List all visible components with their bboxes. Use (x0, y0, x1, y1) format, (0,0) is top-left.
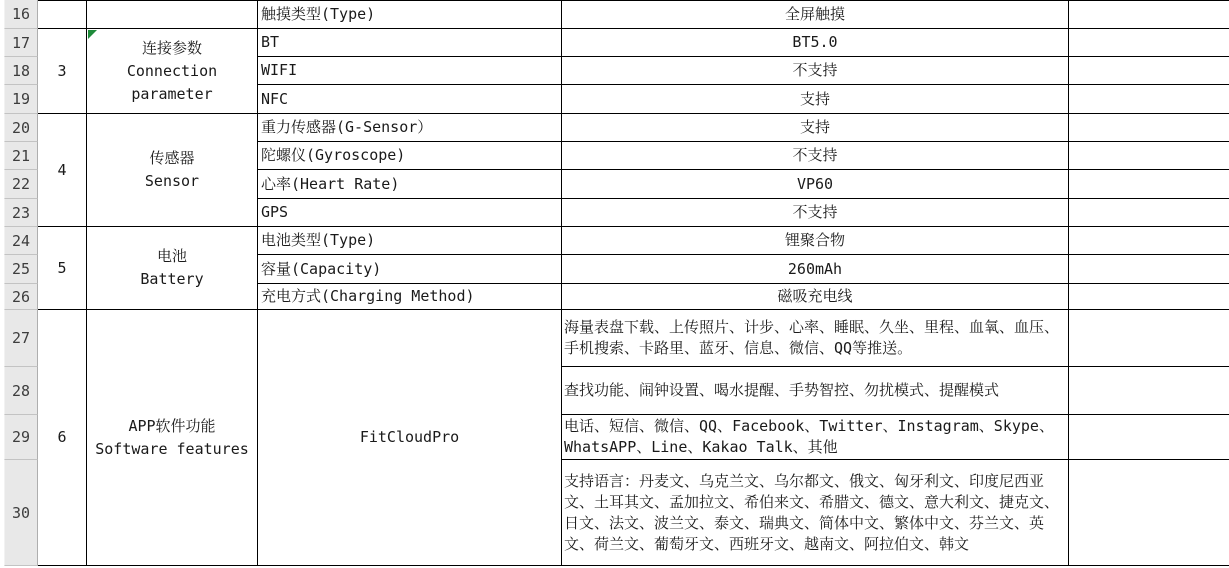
cell-value-charging-method[interactable]: 磁吸充电线 (562, 284, 1069, 310)
row-header-24[interactable]: 24 (4, 227, 38, 255)
category-zh-label: 连接参数 (141, 38, 202, 57)
cell-param-capacity[interactable]: 容量(Capacity) (258, 255, 562, 284)
cell-empty-row25[interactable] (1069, 255, 1229, 284)
category-en-label: Sensor (144, 172, 200, 190)
category-en-label: Battery (140, 270, 204, 288)
cell-value-wifi[interactable]: 不支持 (562, 57, 1069, 85)
cell-empty-row23[interactable] (1069, 199, 1229, 227)
cell-empty-row24[interactable] (1069, 227, 1229, 255)
row-header-28[interactable]: 28 (4, 367, 38, 415)
cell-param-nfc[interactable]: NFC (258, 85, 562, 114)
cell-empty-row29[interactable] (1069, 415, 1229, 460)
row-header-16[interactable]: 16 (4, 0, 38, 29)
row-header-17[interactable]: 17 (4, 29, 38, 57)
row-header-25[interactable]: 25 (4, 255, 38, 284)
row-header-21[interactable]: 21 (4, 142, 38, 170)
cell-param-charging-method[interactable]: 充电方式(Charging Method) (258, 284, 562, 310)
cell-value-capacity[interactable]: 260mAh (562, 255, 1069, 284)
cell-empty-row27[interactable] (1069, 310, 1229, 367)
cell-error-indicator-icon (88, 30, 97, 39)
cell-empty-row20[interactable] (1069, 114, 1229, 142)
cell-value-gps[interactable]: 不支持 (562, 199, 1069, 227)
row-header-22[interactable]: 22 (4, 170, 38, 199)
cell-empty-row21[interactable] (1069, 142, 1229, 170)
cell-value-bt[interactable]: BT5.0 (562, 29, 1069, 57)
cell-param-gps[interactable]: GPS (258, 199, 562, 227)
row-header-18[interactable]: 18 (4, 57, 38, 85)
cell-value-touch-type[interactable]: 全屏触摸 (562, 0, 1069, 29)
cell-param-heart-rate[interactable]: 心率(Heart Rate) (258, 170, 562, 199)
category-zh-label: 电池 (156, 247, 187, 265)
row-header-27[interactable]: 27 (4, 310, 38, 367)
cell-value-features-languages[interactable]: 支持语言：丹麦文、乌克兰文、乌尔都文、俄文、匈牙利文、印度尼西亚文、土耳其文、孟加拉文、希伯来文、希腊文、德文、意大利文、捷克文、日文、法文、波兰文、泰文、瑞典文、简体中文、繁体中文、芬兰文、英文、荷兰文、葡萄牙文、西班牙文、越南文、阿拉伯文、韩文 (562, 460, 1069, 566)
cell-param-gsensor[interactable]: 重力传感器(G-Sensor） (258, 114, 562, 142)
cell-value-battery-type[interactable]: 锂聚合物 (562, 227, 1069, 255)
row-header-26[interactable]: 26 (4, 284, 38, 310)
cell-value-features-push[interactable]: 海量表盘下载、上传照片、计步、心率、睡眠、久坐、里程、血氧、血压、手机搜索、卡路里、蓝牙、信息、微信、QQ等推送。 (562, 310, 1069, 367)
cell-number-row16[interactable] (38, 0, 87, 29)
cell-number-section5[interactable]: 5 (38, 227, 87, 310)
row-header-30[interactable]: 30 (4, 460, 38, 566)
cell-number-section4[interactable]: 4 (38, 114, 87, 227)
cell-category-software[interactable] (87, 310, 258, 566)
cell-empty-row26[interactable] (1069, 284, 1229, 310)
cell-empty-row19[interactable] (1069, 85, 1229, 114)
cell-category-sensor[interactable] (87, 114, 258, 227)
cell-empty-row16[interactable] (1069, 0, 1229, 29)
cell-number-section6[interactable]: 6 (38, 310, 87, 566)
cell-param-app-name[interactable]: FitCloudPro (258, 310, 562, 566)
cell-empty-row30[interactable] (1069, 460, 1229, 566)
cell-param-wifi[interactable]: WIFI (258, 57, 562, 85)
row-header-19[interactable]: 19 (4, 85, 38, 114)
category-zh-label: APP软件功能 (128, 416, 216, 435)
cell-param-battery-type[interactable]: 电池类型(Type) (258, 227, 562, 255)
cell-empty-row17[interactable] (1069, 29, 1229, 57)
cell-category-battery[interactable] (87, 227, 258, 310)
cell-value-features-notifications[interactable]: 电话、短信、微信、QQ、Facebook、Twitter、Instagram、Skype、WhatsAPP、Line、Kakao Talk、其他 (562, 415, 1069, 460)
cell-category-connection[interactable] (87, 29, 258, 114)
cell-value-features-reminders[interactable]: 查找功能、闹钟设置、喝水提醒、手势智控、勿扰模式、提醒模式 (562, 367, 1069, 415)
category-en-label: Software features (95, 439, 249, 458)
cell-value-gyroscope[interactable]: 不支持 (562, 142, 1069, 170)
cell-number-section3[interactable]: 3 (38, 29, 87, 114)
cell-value-heart-rate[interactable]: VP60 (562, 170, 1069, 199)
row-header-20[interactable]: 20 (4, 114, 38, 142)
cell-value-nfc[interactable]: 支持 (562, 85, 1069, 114)
cell-param-touch-type[interactable]: 触摸类型(Type) (258, 0, 562, 29)
category-zh-label: 传感器 (149, 149, 195, 167)
cell-category-row16[interactable] (87, 0, 258, 29)
cell-empty-row18[interactable] (1069, 57, 1229, 85)
row-header-29[interactable]: 29 (4, 415, 38, 460)
category-en-label: Connection parameter (126, 61, 218, 103)
row-header-23[interactable]: 23 (4, 199, 38, 227)
cell-value-gsensor[interactable]: 支持 (562, 114, 1069, 142)
cell-empty-row22[interactable] (1069, 170, 1229, 199)
cell-param-bt[interactable]: BT (258, 29, 562, 57)
cell-param-gyroscope[interactable]: 陀螺仪(Gyroscope) (258, 142, 562, 170)
cell-empty-row28[interactable] (1069, 367, 1229, 415)
